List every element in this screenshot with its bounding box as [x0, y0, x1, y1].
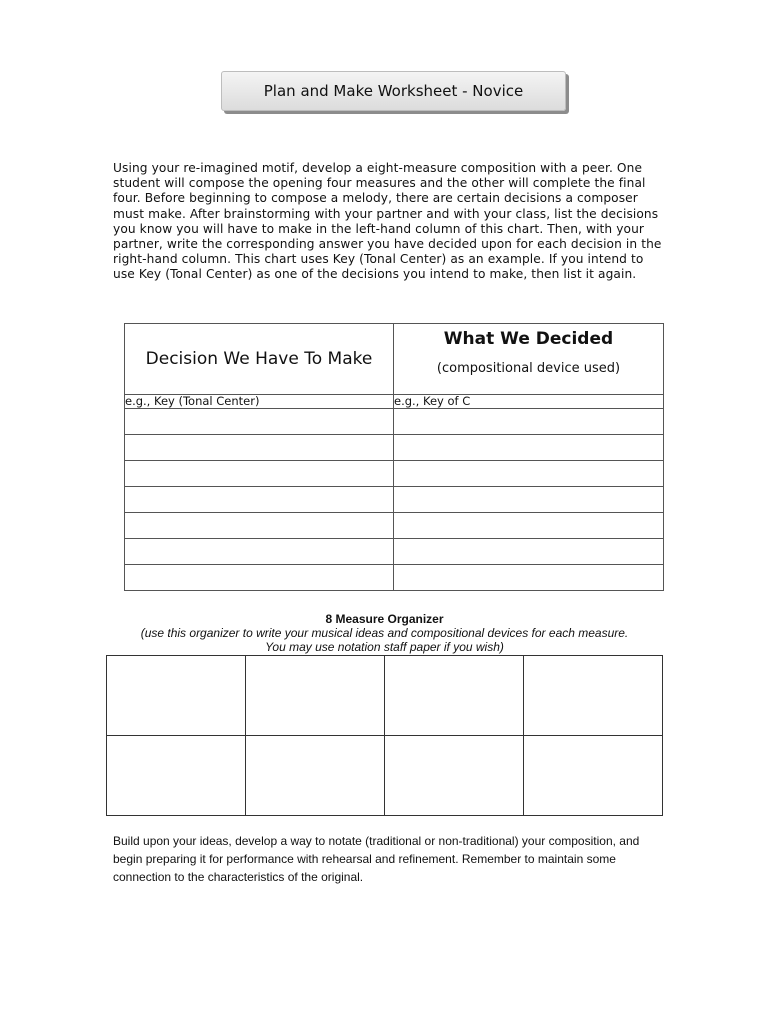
decision-table [124, 323, 664, 591]
measure-cell[interactable] [107, 656, 246, 736]
decided-cell[interactable] [394, 513, 664, 539]
decided-cell[interactable] [394, 565, 664, 591]
example-decided: e.g., Key of C [394, 395, 664, 409]
measure-cell[interactable] [385, 656, 524, 736]
outro-paragraph: Build upon your ideas, develop a way to notate (traditional or non-traditional) your composition, and begin preparing it for performance with rehearsal and refinement. Remember to maintain some connection to the characteristics of the original. [113, 834, 640, 884]
header-decided-subtitle: (compositional device used) [436, 361, 621, 376]
decision-cell[interactable] [125, 513, 394, 539]
decision-row [125, 409, 664, 435]
decision-cell[interactable] [125, 435, 394, 461]
decision-row [125, 565, 664, 591]
worksheet-title: Plan and Make Worksheet - Novice [221, 71, 566, 111]
decision-cell[interactable] [125, 409, 394, 435]
decided-cell[interactable] [394, 409, 664, 435]
intro-paragraph: Using your re-imagined motif, develop a eight-measure composition with a peer. One student will compose the opening four measures and the other will complete the final four. Before beginning to compose a melody, there are certain decisions a composer must make. After brainstorming with your partner and with your class, list the decisions you know you will have to make in the left-hand column of this chart. Then, with your partner, write the corresponding answer you have decided upon for each decision in the right-hand column. This chart uses Key (Tonal Center) as an example. If you intend to use Key (Tonal Center) as one of the decisions you intend to make, then list it again. [113, 161, 662, 282]
decision-row [125, 513, 664, 539]
organizer-subtitle-1: (use this organizer to write your musical ideas and compositional devices for each measure. [140, 626, 629, 640]
organizer-subtitle-2: You may use notation staff paper if you wish) [265, 640, 504, 654]
header-decided [394, 324, 664, 395]
decision-row [125, 461, 664, 487]
decision-row [125, 487, 664, 513]
decided-cell[interactable] [394, 539, 664, 565]
measure-cell[interactable] [246, 736, 385, 816]
decision-header-row [125, 324, 664, 395]
organizer-title: 8 Measure Organizer [325, 612, 444, 626]
example-decision: e.g., Key (Tonal Center) [125, 395, 394, 409]
header-decision: Decision We Have To Make [125, 324, 394, 395]
example-row [125, 395, 664, 409]
decision-cell[interactable] [125, 461, 394, 487]
decision-row [125, 539, 664, 565]
decision-row [125, 435, 664, 461]
measure-cell[interactable] [524, 656, 663, 736]
organizer-row [107, 736, 663, 816]
measure-cell[interactable] [524, 736, 663, 816]
measure-cell[interactable] [246, 656, 385, 736]
decided-cell[interactable] [394, 461, 664, 487]
decided-cell[interactable] [394, 435, 664, 461]
header-decided-title: What We Decided [443, 329, 614, 349]
decided-cell[interactable] [394, 487, 664, 513]
decision-cell[interactable] [125, 565, 394, 591]
decision-cell[interactable] [125, 487, 394, 513]
organizer-row [107, 656, 663, 736]
measure-cell[interactable] [385, 736, 524, 816]
decision-cell[interactable] [125, 539, 394, 565]
organizer-heading [106, 612, 663, 654]
measure-cell[interactable] [107, 736, 246, 816]
measure-organizer [106, 655, 663, 816]
